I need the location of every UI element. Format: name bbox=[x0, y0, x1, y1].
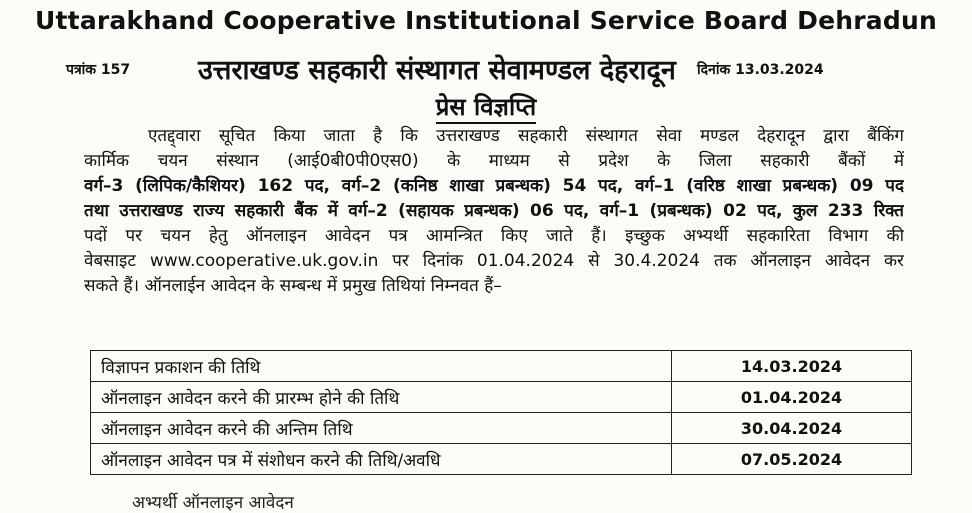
paragraph-line: कार्मिक चयन संस्थान (आई0बी0पी0एस0) के माध्यम से प्रदेश के जिला सहकारी बैंकों में bbox=[84, 151, 904, 171]
truncated-next-line: अभ्यर्थी ऑनलाइन आवेदन bbox=[132, 493, 294, 513]
paragraph-line: वर्ग–3 (लिपिक/कैशियर) 162 पद, वर्ग–2 (कनिष्ठ शाखा प्रबन्धक) 54 पद, वर्ग–1 (वरिष्ठ शाखा प्रबन्धक) 09 पद bbox=[84, 176, 904, 196]
paragraph-line: एतद्द्वारा सूचित किया जाता है कि उत्तराखण्ड सहकारी संस्थागत सेवा मण्डल देहरादून द्वारा बैंकिंग bbox=[148, 126, 904, 146]
notice-paragraph bbox=[84, 124, 904, 299]
date-label: विज्ञापन प्रकाशन की तिथि bbox=[91, 351, 672, 382]
important-dates-table bbox=[90, 350, 912, 475]
table-row bbox=[91, 444, 912, 475]
title-hindi: उत्तराखण्ड सहकारी संस्थागत सेवामण्डल देहरादून bbox=[198, 55, 676, 86]
press-release-label: प्रेस विज्ञप्ति bbox=[436, 93, 536, 124]
title-english: Uttarakhand Cooperative Institutional Service Board Dehradun bbox=[35, 6, 937, 35]
paragraph-line: सकते हैं। ऑनलाईन आवेदन के सम्बन्ध में प्रमुख तिथियां निम्नवत हैं– bbox=[84, 276, 502, 296]
press-release-heading bbox=[0, 90, 972, 123]
date-label: ऑनलाइन आवेदन पत्र में संशोधन करने की तिथि/अवधि bbox=[91, 444, 672, 475]
paragraph-line: पदों पर चयन हेतु ऑनलाइन आवेदन पत्र आमन्त्रित किए जाते हैं। इच्छुक अभ्यर्थी सहकारिता विभाग की bbox=[84, 226, 904, 246]
date-value: 07.05.2024 bbox=[672, 444, 912, 475]
date-value: 30.04.2024 bbox=[672, 413, 912, 444]
date-value: 14.03.2024 bbox=[672, 351, 912, 382]
paragraph-line: वेबसाइट www.cooperative.uk.gov.in पर दिनांक 01.04.2024 से 30.4.2024 तक ऑनलाइन आवेदन कर bbox=[84, 251, 904, 271]
table-row bbox=[91, 382, 912, 413]
date-value: 01.04.2024 bbox=[672, 382, 912, 413]
reference-number: पत्रांक 157 bbox=[66, 62, 131, 78]
table-row bbox=[91, 413, 912, 444]
paragraph-line: तथा उत्तराखण्ड राज्य सहकारी बैंक में वर्ग–2 (सहायक प्रबन्धक) 06 पद, वर्ग–1 (प्रबन्धक) 02 पद, कुल 233 रिक्त bbox=[84, 201, 904, 221]
date-label: ऑनलाइन आवेदन करने की अन्तिम तिथि bbox=[91, 413, 672, 444]
issue-date: दिनांक 13.03.2024 bbox=[697, 62, 824, 78]
table-row bbox=[91, 351, 912, 382]
date-label: ऑनलाइन आवेदन करने की प्रारम्भ होने की तिथि bbox=[91, 382, 672, 413]
header-row bbox=[0, 50, 972, 90]
